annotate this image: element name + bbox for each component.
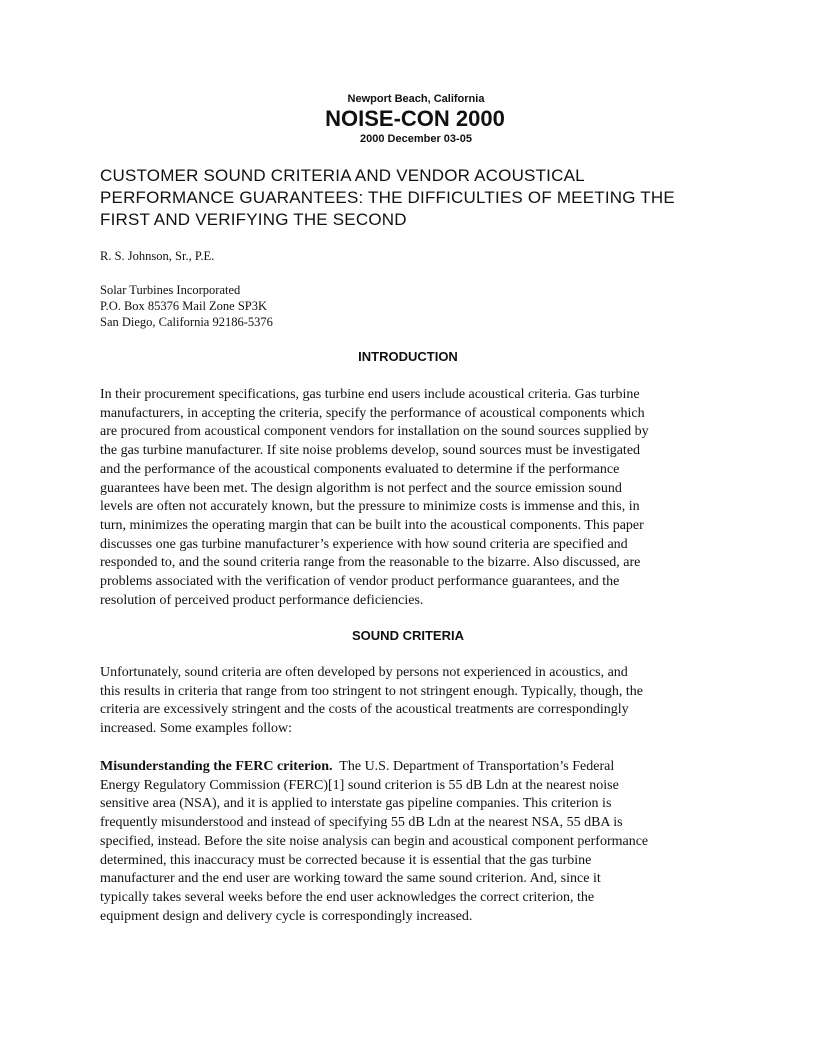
title-line: PERFORMANCE GUARANTEES: THE DIFFICULTIES OF MEETING THE xyxy=(100,188,675,207)
ferc-first-line-text: The U.S. Department of Transportation’s Federal xyxy=(332,759,615,774)
affiliation-city: San Diego, California 92186-5376 xyxy=(100,315,273,329)
text-line: increased. Some examples follow: xyxy=(100,721,293,737)
text-line: In their procurement specifications, gas turbine end users include acoustical criteria. Gas turbine xyxy=(100,387,640,402)
text-line: resolution of perceived product performance deficiencies. xyxy=(100,592,424,608)
conference-header xyxy=(0,92,816,146)
text-line: and the performance of the acoustical components evaluated to determine if the performance xyxy=(100,461,620,477)
paper-title xyxy=(100,165,740,231)
text-line: Energy Regulatory Commission (FERC)[1] sound criterion is 55 dB Ldn at the nearest noise xyxy=(100,777,619,793)
text-line: the gas turbine manufacturer. If site noise problems develop, sound sources must be investigated xyxy=(100,443,641,459)
title-line: CUSTOMER SOUND CRITERIA AND VENDOR ACOUSTICAL xyxy=(100,166,585,185)
author-name: R. S. Johnson, Sr., P.E. xyxy=(100,249,215,263)
text-line: criteria are excessively stringent and the costs of the acoustical treatments are correspondingly xyxy=(100,702,629,718)
text-line: manufacturer and the end user are working toward the same sound criterion. And, since it xyxy=(100,871,601,887)
affiliation-company: Solar Turbines Incorporated xyxy=(100,283,241,297)
text-line: determined, this inaccuracy must be corrected because it is essential that the gas turbine xyxy=(100,852,592,868)
conference-name: NOISE-CON 2000 xyxy=(325,106,505,131)
sound-criteria-heading: SOUND CRITERIA xyxy=(352,628,464,643)
text-line: frequently misunderstood and instead of specifying 55 dB Ldn at the nearest NSA, 55 dBA is xyxy=(100,815,623,831)
conference-dates: 2000 December 03-05 xyxy=(360,133,472,145)
text-line: are procured from acoustical component vendors for installation on the sound sources supplied by xyxy=(100,424,649,440)
text-line: Unfortunately, sound criteria are often developed by persons not experienced in acoustics, and xyxy=(100,665,628,680)
text-line xyxy=(100,758,722,777)
text-line: levels are often not accurately known, but the pressure to minimize costs is immense and this, in xyxy=(100,499,640,515)
ferc-paragraph xyxy=(100,758,722,926)
text-line: specified, instead. Before the site noise analysis can begin and acoustical component performance xyxy=(100,833,649,849)
text-line: problems associated with the verification of vendor product performance guarantees, and the xyxy=(100,574,620,590)
text-line: sensitive area (NSA), and it is applied to interstate gas pipeline companies. This criterion is xyxy=(100,796,612,812)
text-line: equipment design and delivery cycle is correspondingly increased. xyxy=(100,908,473,924)
introduction-heading: INTRODUCTION xyxy=(358,349,458,364)
text-line: turn, minimizes the operating margin that can be built into the acoustical components. This paper xyxy=(100,517,644,533)
text-line: responded to, and the sound criteria range from the reasonable to the bizarre. Also discussed, are xyxy=(100,555,641,571)
title-line: FIRST AND VERIFYING THE SECOND xyxy=(100,210,407,229)
text-line: discusses one gas turbine manufacturer’s experience with how sound criteria are specified and xyxy=(100,536,628,552)
conference-location: Newport Beach, California xyxy=(347,93,485,105)
ferc-run-in-heading: Misunderstanding the FERC criterion. xyxy=(100,759,333,774)
text-line: typically takes several weeks before the end user acknowledges the correct criterion, the xyxy=(100,889,595,905)
text-line: manufacturers, in accepting the criteria, specify the performance of acoustical components which xyxy=(100,405,645,421)
sound-criteria-paragraph xyxy=(100,664,722,739)
affiliation-address: P.O. Box 85376 Mail Zone SP3K xyxy=(100,299,268,313)
author-affiliation xyxy=(100,282,273,330)
introduction-paragraph xyxy=(100,386,722,610)
text-line: this results in criteria that range from too stringent to not stringent enough. Typically, though, the xyxy=(100,683,643,699)
text-line: guarantees have been met. The design algorithm is not perfect and the source emission sound xyxy=(100,480,622,496)
